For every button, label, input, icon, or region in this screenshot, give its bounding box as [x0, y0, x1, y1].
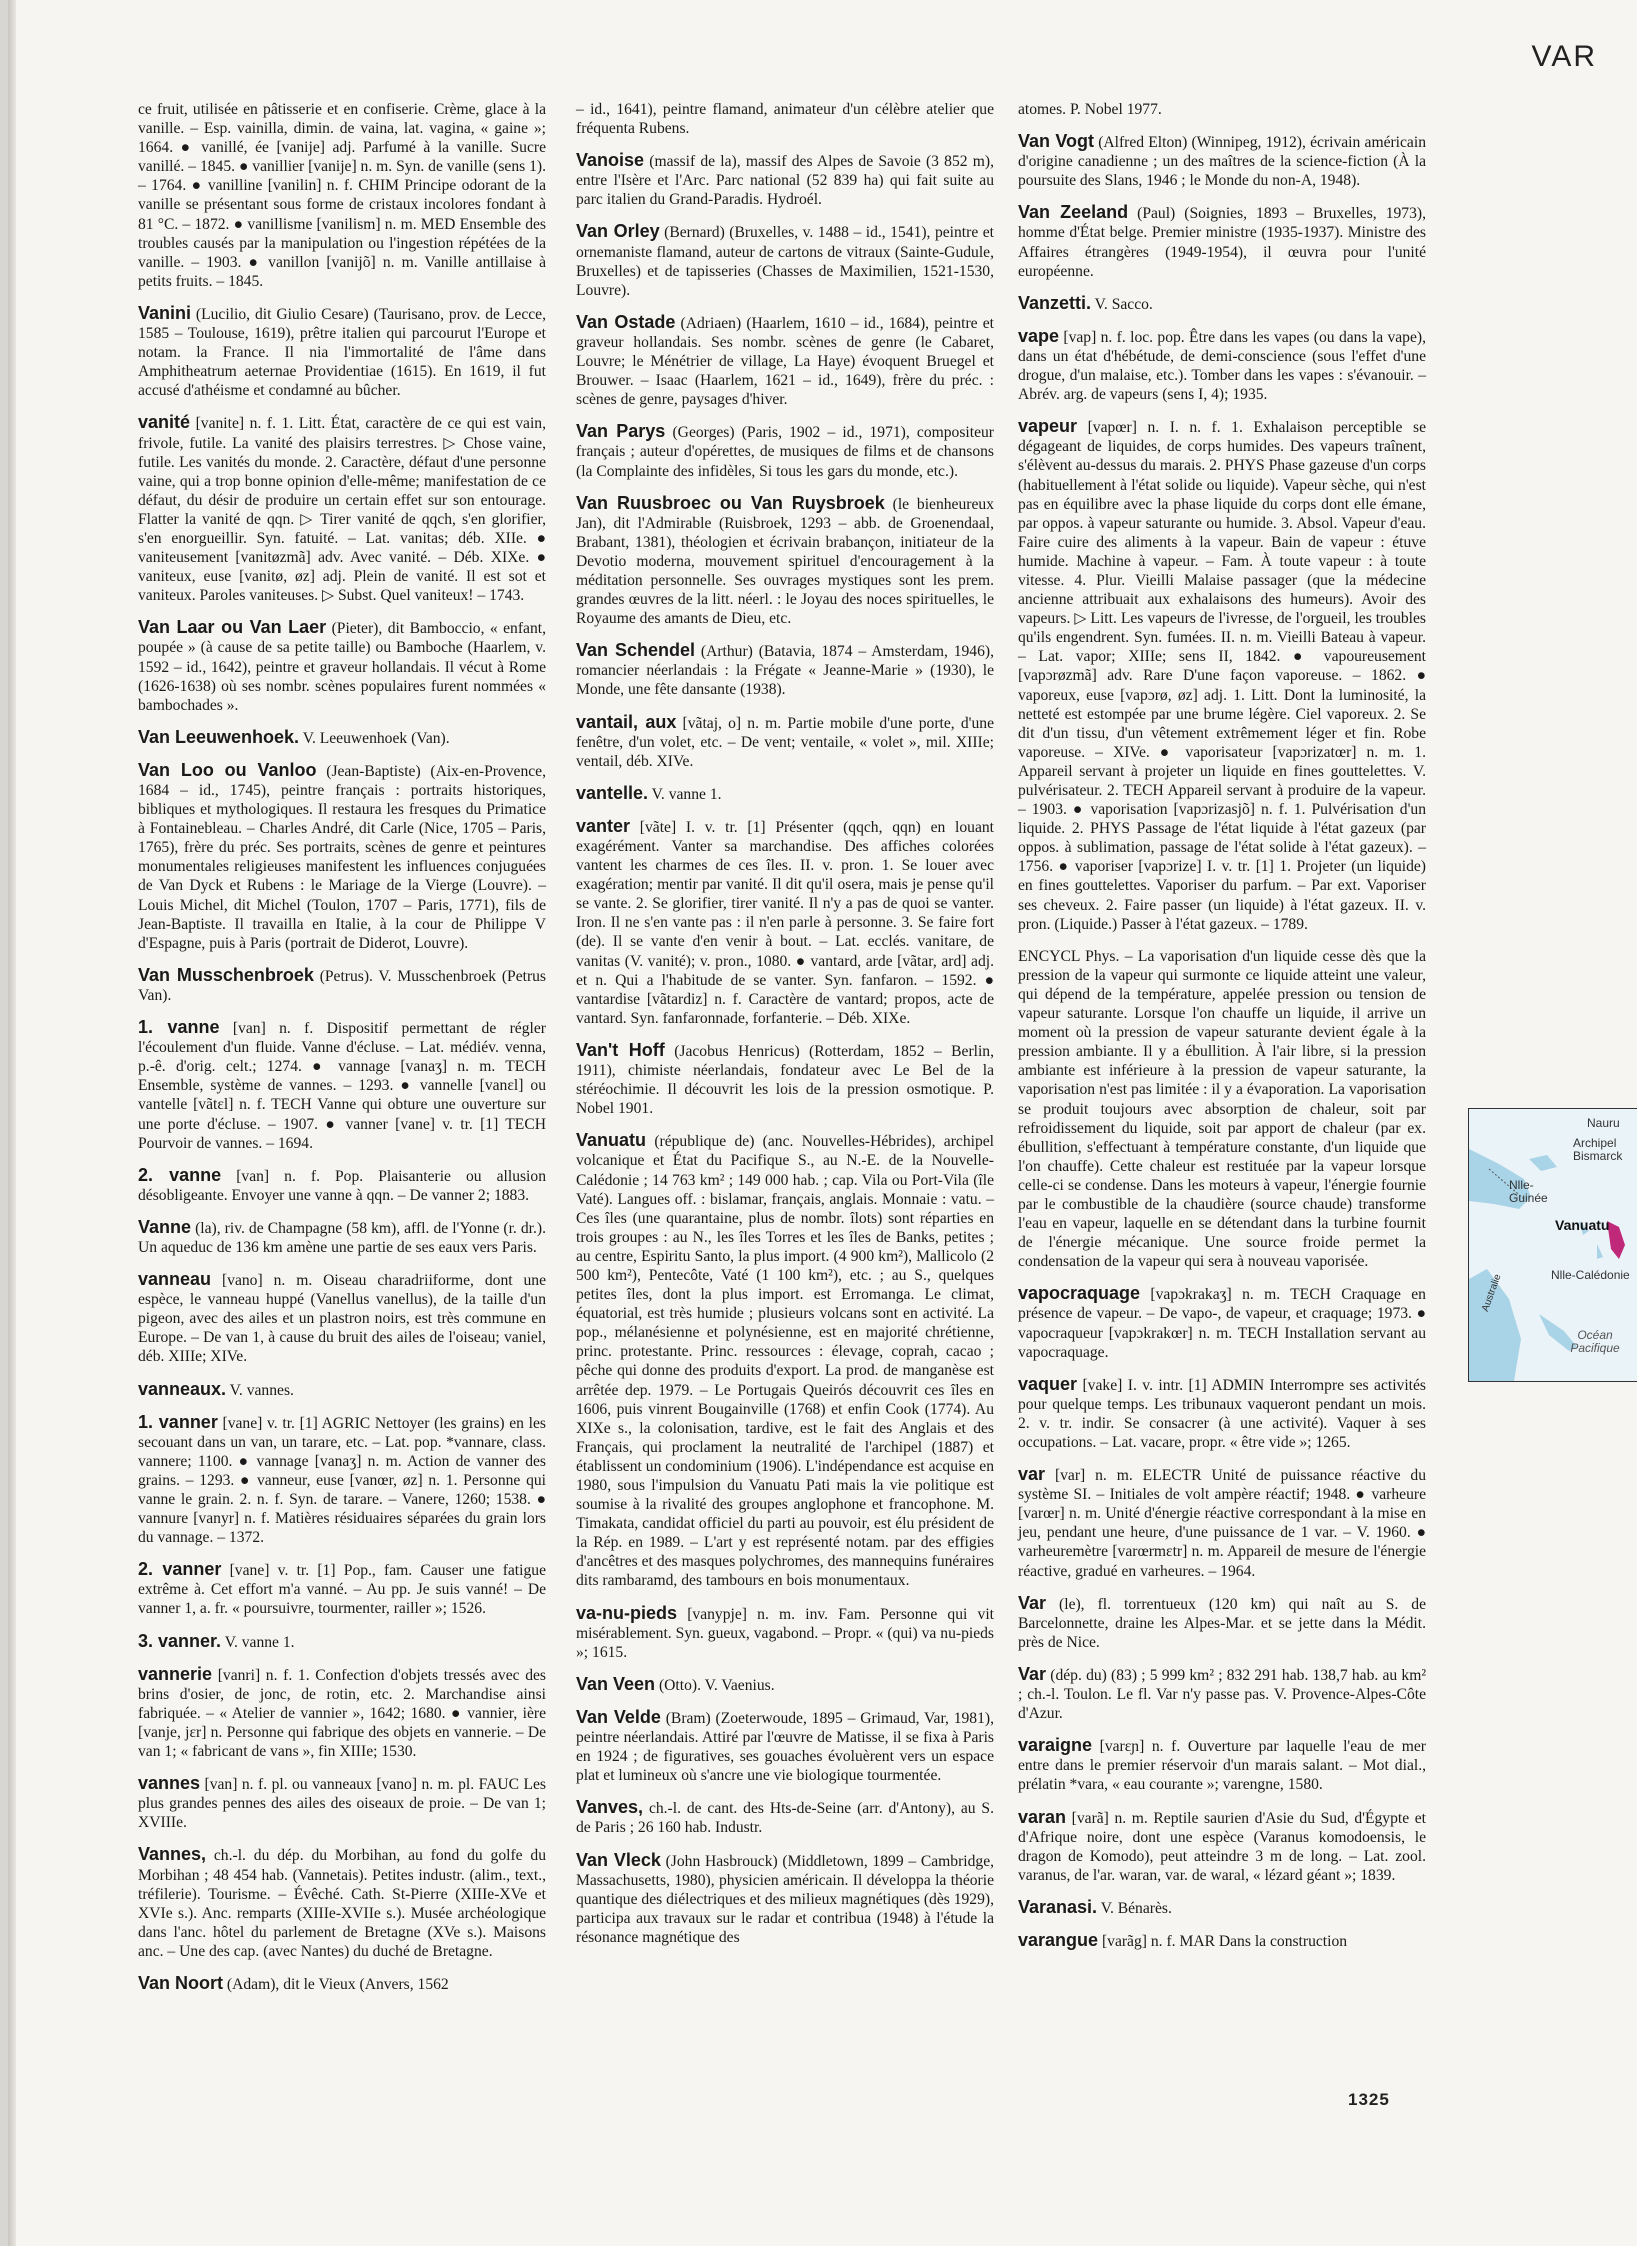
entry-body: (Adam), dit le Vieux (Anvers, 1562 — [226, 1975, 449, 1993]
column-1 — [138, 100, 546, 2007]
dictionary-entry — [1018, 132, 1426, 190]
entry-body: (Pieter), dit Bamboccio, « enfant, poupée » (à cause de sa petite taille) ou Bamboche (Haarlem, v. 1592 – id., 1642), peintre et graveur hollandais. Il vécut à Rome (1626-1638) où ses nombr. scènes populaires furent nommées « bambochades ». — [138, 620, 546, 714]
entry-headword: Van Zeeland — [1018, 202, 1129, 223]
entry-headword: vanneau — [138, 1269, 212, 1290]
dictionary-entry — [1018, 294, 1426, 314]
entry-headword: Vanne — [138, 1216, 192, 1237]
dictionary-entry — [576, 222, 994, 299]
dictionary-entry — [138, 1218, 546, 1257]
entry-body: [vanite] n. f. 1. Litt. État, caractère de ce qui est vain, frivole, futile. La vanité des plaisirs terrestres. ▷ Chose vaine, futile. Les vanités du monde. 2. Caractère, défaut d'une personne vaine, qui a trop bonne opinion d'elle-même; manifestation de ce défaut, du désir de produire un certain effet sur son entourage. Flatter la vanité de qqn. ▷ Tirer vanité de qqch, s'en glorifier, s'en enorgueillir. Syn. fatuité. – Lat. vanitas; déb. XIIe. ● vaniteusement [vanitøzmã] adv. Avec vanité. – Déb. XIXe. ● vaniteux, euse [vanitø, øz] adj. Plein de vanité. Il est sot et vaniteux. Paroles vaniteuses. ▷ Subst. Quel vaniteux! – 1743. — [138, 415, 546, 605]
dictionary-entry — [576, 817, 994, 1028]
dictionary-entry — [138, 1665, 546, 1761]
entry-headword: var — [1018, 1464, 1046, 1485]
entry-body: [vanypje] n. m. inv. Fam. Personne qui vit misérablement. Syn. gueux, vagabond. – Propr. « (qui) va nu-pieds »; 1615. — [576, 1605, 995, 1661]
entry-headword: va-nu-pieds — [576, 1602, 678, 1623]
dictionary-entry — [576, 1708, 994, 1785]
entry-headword: Van Vleck — [576, 1849, 661, 1870]
dictionary-entry — [576, 1131, 994, 1590]
entry-body: V. vanne 1. — [651, 785, 722, 803]
dictionary-entry — [576, 494, 994, 629]
entry-headword: Van Noort — [138, 1972, 224, 1993]
entry-body: [van] n. f. Pop. Plaisanterie ou allusion désobligeante. Envoyer une vanne à qqn. – De vanner 2; 1883. — [138, 1167, 546, 1204]
entry-body: V. Leeuwenhoek (Van). — [302, 729, 450, 747]
entry-body: (Lucilio, dit Giulio Cesare) (Taurisano, prov. de Lecce, 1585 – Toulouse, 1619), prêtre italien qui parcourut l'Europe et notam. la France. Il nia l'immortalité de l'âme dans Amphitheatrum aeternae Providentiae (1615). En 1619, il fut accusé d'athéisme et condamné au bûcher. — [138, 305, 546, 400]
entry-headword: vannes — [138, 1773, 201, 1794]
entry-body: [varã] n. m. Reptile saurien d'Asie du Sud, d'Égypte et d'Afrique noire, dont une espèce (Varanus komodoensis, le dragon de Komodo), peut atteindre 3 m de long. – Lat. zool. varanus, de l'ar. waran, var. de waral, « lézard géant »; 1839. — [1018, 1809, 1427, 1884]
dictionary-entry — [1018, 100, 1426, 119]
dictionary-entry — [138, 1974, 546, 1994]
entry-body: [varɛɲ] n. f. Ouverture par laquelle l'eau de mer entre dans le premier réservoir d'un marais salant. – Mot dial., prélatin *vara, « eau courante »; varengne, 1580. — [1018, 1738, 1426, 1794]
entry-headword: Vanoise — [576, 150, 645, 171]
entry-headword: Van Ruusbroec ou Van Ruysbroek — [576, 492, 885, 513]
entry-body: (Otto). V. Vaenius. — [658, 1676, 775, 1694]
entry-headword: varangue — [1018, 1929, 1099, 1950]
dictionary-entry — [138, 618, 546, 714]
entry-headword: Vanuatu — [576, 1130, 647, 1151]
entry-headword: Van Parys — [576, 421, 666, 442]
entry-body: [vano] n. m. Oiseau charadriiforme, dont une espèce, le vanneau huppé (Vanellus vanellus), de la taille d'un pigeon, avec des ailes et un plastron noirs, est très commune en Europe. – De van 1, à cause du bruit des ailes de l'oiseau; vaniel, déb. XIIIe; XIVe. — [138, 1272, 547, 1366]
dictionary-entry — [576, 1798, 994, 1837]
dictionary-entry — [576, 784, 994, 804]
page-number: 1325 — [1348, 2090, 1390, 2109]
entry-headword: varan — [1018, 1806, 1067, 1827]
map-label-ocean: Océan Pacifique — [1570, 1328, 1620, 1355]
entry-body: [vap] n. f. loc. pop. Être dans les vapes (ou dans la vape), dans un état d'hébétude, de demi-conscience (sous l'effet d'une drogue, d'un malaise, etc.). Tomber dans les vapes : s'évanouir. – Abrév. arg. de vapeurs (sens I, 4); 1935. — [1018, 328, 1426, 404]
entry-body: [van] n. f. pl. ou vanneaux [vano] n. m. pl. FAUC Les plus grandes pennes des ailes des oiseaux de proie. – De van 1; XVIIIe. — [138, 1776, 547, 1832]
entry-body: (Bram) (Zoeterwoude, 1895 – Grimaud, Var, 1981), peintre néerlandais. Attiré par l'œuvre de Matisse, il se fixa à Paris en 1924 ; de figuratives, ses gouaches évoluèrent vers un espace plat et lumineux où s'ancre une vie biologique tourmentée. — [576, 1709, 994, 1785]
entry-body: [vapœr] n. I. n. f. 1. Exhalaison perceptible se dégageant de liquides, de corps humides. Des vapeurs traînent, s'élèvent au-dessus du marais. 2. PHYS Phase gazeuse d'un corps (habituellement à l'état solide ou liquide). Vapeur sèche, qui n'est pas en équilibre avec la phase liquide du corps dont elle émane, par oppos. à vapeur saturante ou humide. 3. Absol. Vapeur d'eau. Faire cuire des aliments à la vapeur. Bain de vapeur : étuve humide. Machine à vapeur. – Fam. À toute vapeur : à toute vitesse. 4. Plur. Vieilli Malaise passager (que la médecine ancienne attribuait aux exhalaisons des humeurs). Avoir des vapeurs. ▷ Litt. Les vapeurs de l'ivresse, de l'orgueil, les troubles qu'ils engendrent. Syn. fumées. II. n. m. Vieilli Bateau à vapeur. – Lat. vapor; XIIIe; sens II, 1842. ● vapoureusement [vapɔrøzmã] adv. Rare D'une façon vaporeuse. – 1862. ● vaporeux, euse [vapɔrø, øz] adj. 1. Litt. Dont la luminosité, la netteté est estompée par une brume légère. Ciel vaporeux. 2. Se dit d'un tissu, d'un vêtement extrêmement léger et fin. Robe vaporeuse. – XIVe. ● vaporisateur [vapɔrizatœr] n. m. 1. Appareil servant à projeter un liquide en fines gouttelettes. V. pulvérisateur. 2. TECH Appareil servant à produire de la vapeur. – 1903. ● vaporisation [vapɔrizasjõ] n. f. 1. Pulvérisation d'un liquide. 2. PHYS Passage de l'état liquide à l'état gazeux (par oppos. à sublimation, passage de l'état solide à l'état gazeux). – 1756. ● vaporiser [vapɔrize] I. v. tr. [1] 1. Projeter (un liquide) en fines gouttelettes. Vaporiser du parfum. – Par ext. Vaporiser ses cheveux. 2. Faire passer (un liquide) à l'état gazeux. II. v. pron. (Liquide.) Passer à l'état gazeux. – 1789. — [1018, 419, 1427, 933]
entry-headword: Van Orley — [576, 221, 660, 242]
dictionary-entry — [1018, 1931, 1426, 1951]
entry-body: ce fruit, utilisée en pâtisserie et en confiserie. Crème, glace à la vanille. – Esp. vainilla, dimin. de vaina, lat. vagina, « gaine »; 1664. ● vanillé, ée [vanije] adj. Parfumé à la vanille. Sucre vanillé. – 1845. ● vanillier [vanije] n. m. Syn. de vanille (sens 1). – 1764. ● vanilline [vanilin] n. f. CHIM Principe odorant de la vanille se présentant sous forme de cristaux incolores fondant à 81 °C. – 1872. ● vanillisme [vanilism] n. m. MED Ensemble des troubles causés par la manipulation ou l'ingestion répétées de la vanille. – 1903. ● vanillon [vanijõ] n. m. Vanille antillaise à petits fruits. – 1845. — [138, 101, 546, 290]
entry-headword: Van't Hoff — [576, 1039, 665, 1060]
entry-headword: vape — [1018, 325, 1060, 346]
entry-headword: Vanves, — [576, 1797, 644, 1818]
dictionary-entry — [138, 1774, 546, 1832]
map-label-bismarck: Archipel Bismarck — [1573, 1136, 1623, 1163]
entry-body: [vãte] I. v. tr. [1] Présenter (qqch, qqn) en louant exagérément. Vanter sa marchandise. Des affiches colorées vantent les charmes de ces îles. II. v. pron. 1. Se louer avec exagération; mentir par vanité. Il dit qu'il osera, mais je pense qu'il se vante. 2. Se glorifier, tirer vanité. Il n'y a pas de quoi se vanter. Iron. Il ne s'en vante pas : il n'en parle à personne. 3. Se faire fort (de). Il se vante d'en venir à bout. – Lat. ecclés. vanitare, de vanitas (V. vanité); v. pron., 1080. ● vantard, arde [vãtar, ard] adj. et n. Qui a l'habitude de se vanter. Syn. fanfaron. – 1592. ● vantardise [vãtardiz] n. f. Caractère de vantard; propos, acte de vantard. Syn. fanfaronnade, forfanterie. – Déb. XIXe. — [576, 818, 994, 1027]
page-edge — [8, 0, 16, 2246]
entry-headword: Van Loo ou Vanloo — [138, 759, 317, 780]
dictionary-entry — [138, 1413, 546, 1548]
entry-headword: Var — [1018, 1663, 1047, 1684]
entry-body: (Alfred Elton) (Winnipeg, 1912), écrivain américain d'origine canadienne ; un des maîtres de la science-fiction (À la poursuite des Slans, 1946 ; le Monde du non-A, 1948). — [1018, 134, 1426, 190]
dictionary-entry — [1018, 1594, 1426, 1652]
entry-headword: Vanzetti. — [1018, 292, 1092, 313]
dictionary-entry — [576, 1851, 994, 1947]
entry-body: [van] n. f. Dispositif permettant de régler l'écoulement d'un fluide. Vanne d'écluse. – Lat. médiév. venna, p.-ê. d'orig. celt.; 1274. ● vannage [vanaʒ] n. m. TECH Ensemble, système de vannes. – 1293. ● vannelle [vanɛl] ou vantelle [vãtɛl] n. f. TECH Vanne qui obture une ouverture sur une porte d'écluse. – 1907. ● vanner [vane] v. tr. [1] TECH Pourvoir de vannes. – 1694. — [138, 1020, 546, 1152]
entry-headword: vanité — [138, 412, 191, 433]
entry-headword: 2. vanner — [138, 1559, 222, 1580]
entry-body: (le bienheureux Jan), dit l'Admirable (Ruisbroek, 1293 – abb. de Groenendaal, Brabant, 1381), théologien et écrivain brabançon, initiateur de la Devotio moderna, mouvement spirituel d'encouragement à la méditation personnelle. Ses ouvrages mystiques sont les prem. grandes œuvres de la litt. néerl. : le Joyau des noces spirituelles, le Royaume des amants de Dieu, etc. — [576, 495, 994, 628]
dictionary-entry — [576, 713, 994, 771]
dictionary-entry — [138, 413, 546, 605]
dictionary-entry — [138, 1018, 546, 1153]
entry-body: V. Bénarès. — [1100, 1899, 1172, 1917]
entry-headword: Vanini — [138, 302, 192, 323]
entry-headword: 1. vanner — [138, 1411, 218, 1432]
entry-body: (Adriaen) (Haarlem, 1610 – id., 1684), peintre et graveur hollandais. Ses nombr. scènes de genre (le Cabaret, Louvre; le Ménétrier de village, La Haye) évoquent Bruegel et Brouwer. – Isaac (Haarlem, 1621 – id., 1649), frère du préc. : scènes de genre, paysages d'hiver. — [576, 314, 995, 409]
running-head: VAR — [1531, 40, 1597, 73]
dictionary-entry — [138, 761, 546, 953]
dictionary-page — [8, 0, 1637, 2246]
column-3 — [1018, 100, 1426, 1964]
dictionary-entry — [1018, 1465, 1426, 1581]
entry-body: ENCYCL Phys. – La vaporisation d'un liquide cesse dès que la pression de la vapeur qui surmonte ce liquide atteint une valeur, qui dépend de la température, appelée pression ou tension de vapeur saturante. Lorsque l'on chauffe un liquide, il arrive un moment où la pression de vapeur saturante devient égale à la pression ambiante. Il y a ébullition. À l'air libre, si la pression ambiante est inférieure à la pression de vapeur saturante, la vaporisation n'est pas limitée : il y a évaporation. La vaporisation se produit toujours avec absorption de chaleur, soit par refroidissement du liquide, soit par apport de chaleur (par ex. ébullition, s'effectuant à température constante, d'un liquide que l'on chauffe). Cette chaleur est restituée par la vapeur lorsque celle-ci se condense. Dans les moteurs à vapeur, l'énergie fournie par le combustible de la chaudière (source chaude) transforme l'eau en vapeur, laquelle en se détendant dans la turbine fournit de l'énergie mécanique. Une source froide permet la condensation de la vapeur qui sera à nouveau vaporisée. — [1018, 947, 1426, 1271]
dictionary-entry — [1018, 203, 1426, 280]
dictionary-entry — [1018, 1808, 1426, 1885]
entry-body: (république de) (anc. Nouvelles-Hébrides), archipel volcanique et État du Pacifique S., au N.-E. de la Nouvelle-Calédonie ; 14 763 km² ; 149 000 hab. ; cap. Vila ou Port-Vila (île Vaté). Langues off. : bislamar, français, anglais. Monnaie : vatu. – Ces îles (une quarantaine, plus de nombr. îlots) sont réparties en trois groupes : au N., les îles Torres et les îles de Banks, petites ; au centre, Espiritu Santo, la plus import. (4 900 km²), Mallicolo (2 500 km²), Pentecôte, Vaté (1 100 km²), etc. ; au S., quelques petites îles, dont la plus import. est Erromanga. Le climat, équatorial, est très humide ; plusieurs volcans sont en activité. La pop., mélanésienne et polynésienne, est en majorité chrétienne, princ. protestante. Princ. ressources : élevage, coprah, cacao ; pêche qui donne des produits d'export. La prod. de manganèse est arrêtée dep. 1979. – Le Portugais Queirós découvrit ces îles en 1606, puis vinrent Bougainville (1768) et enfin Cook (1774). Au XIXe s., la colonisation, tardive, est le fait des Anglais et des Français, qui proclament la neutralité de l'archipel (1887) et établissent un condominium (1906). L'indépendance est acquise en 1980, sous l'impulsion du Vanuatu Pati mais la vie politique est soumise à la rivalité des groupes anglophone et francophone. M. Timakata, candidat officiel du parti au pouvoir, est élu président de la Rép. en 1989. – L'art y est représenté notam. par des effigies d'ancêtres et des masques polychromes, des mannequins funéraires dits rambaramd, des tambours en bois monumentaux. — [576, 1133, 994, 1590]
entry-headword: 2. vanne — [138, 1164, 222, 1185]
entry-headword: varaigne — [1018, 1735, 1093, 1756]
map-label-vanuatu: Vanuatu — [1555, 1217, 1610, 1233]
entry-headword: Varanasi. — [1018, 1896, 1098, 1917]
entry-headword: 3. vanner. — [138, 1630, 222, 1651]
dictionary-entry — [1018, 1284, 1426, 1361]
entry-headword: 1. vanne — [138, 1017, 220, 1038]
entry-body: ch.-l. du dép. du Morbihan, au fond du golfe du Morbihan ; 48 454 hab. (Vannetais). Petites industr. (alim., text., tréfilerie). Tourisme. – Évêché. Cath. St-Pierre (XIIIe-XVe et XVIe s.). Anc. remparts (XIIIe-XVIIe s.). Musée archéologique dans l'anc. hôtel du parlement de Bretagne (XVe s.). Maisons anc. – Une des cap. (avec Nantes) du duché de Bretagne. — [138, 1847, 546, 1960]
map-label-guinee: Nlle-Guinée — [1509, 1178, 1548, 1205]
entry-headword: Van Vogt — [1018, 131, 1094, 152]
entry-body: (la), riv. de Champagne (58 km), affl. de l'Yonne (r. dr.). Un aqueduc de 136 km amène une partie de ses eaux vers Paris. — [138, 1219, 547, 1256]
dictionary-entry — [1018, 417, 1426, 934]
entry-body: ch.-l. de cant. des Hts-de-Seine (arr. d'Antony), au S. de Paris ; 26 160 hab. Industr. — [576, 1800, 994, 1837]
dictionary-entry — [138, 1560, 546, 1618]
entry-body: (Georges) (Paris, 1902 – id., 1971), compositeur français ; auteur d'opérettes, de musiques de films et de chansons (la Complainte des infidèles, Si tous les gars du monde, etc.). — [576, 424, 995, 480]
entry-body: (le), fl. torrentueux (120 km) qui naît au S. de Barcelonnette, draine les Alpes-Mar. et se jette dans la Médit. près de Nice. — [1018, 1595, 1426, 1651]
entry-headword: Van Velde — [576, 1706, 661, 1727]
dictionary-entry — [576, 313, 994, 409]
entry-body: (massif de la), massif des Alpes de Savoie (3 852 m), entre l'Isère et l'Arc. Parc national (52 839 ha) qui fait suite au parc italien du Grand-Paradis. Hydroél. — [576, 153, 994, 209]
dictionary-entry — [138, 1270, 546, 1366]
dictionary-entry — [138, 304, 546, 400]
entry-body: (Paul) (Soignies, 1893 – Bruxelles, 1973), homme d'État belge. Premier ministre (1935-1937). Ministre des Affaires étrangères (1949-1954), il œuvra pour l'unité européenne. — [1018, 205, 1426, 280]
dictionary-entry — [1018, 1375, 1426, 1452]
dictionary-entry — [1018, 947, 1426, 1272]
entry-headword: vantelle. — [576, 782, 649, 803]
entry-body: (Jean-Baptiste) (Aix-en-Provence, 1684 – id., 1745), peintre français : portraits historiques, bibliques et mythologiques. Il restaura les fresques du Primatice à Fontainebleau. – Charles André, dit Carle (Nice, 1705 – Paris, 1765), frère du préc. Ses portraits, scènes de genre et peintures monumentales religieuses manifestent les influences conjuguées de Van Dyck et Rubens : le Mariage de la Vierge (Louvre). – Louis Michel, dit Michel (Toulon, 1707 – Paris, 1771), fils de Jean-Baptiste. Il travailla en Italie, à la cour de Philippe V d'Espagne, puis à Paris (portrait de Diderot, Louvre). — [138, 762, 546, 952]
entry-headword: vapeur — [1018, 416, 1078, 437]
entry-body: [vake] I. v. intr. [1] ADMIN Interrompre ses activités pour quelque temps. Les tribunaux vaqueront pendant un mois. 2. v. tr. indir. Se consacrer (à une activité). Vaquer à ses occupations. – Lat. vacare, propr. « être vide »; 1265. — [1018, 1376, 1426, 1451]
entry-headword: vapocraquage — [1018, 1283, 1141, 1304]
dictionary-entry — [138, 728, 546, 748]
dictionary-entry — [1018, 1898, 1426, 1918]
vanuatu-map — [1468, 1108, 1637, 1382]
entry-headword: Van Leeuwenhoek. — [138, 726, 300, 747]
dictionary-entry — [576, 1675, 994, 1695]
dictionary-entry — [576, 1604, 994, 1662]
dictionary-entry — [576, 151, 994, 209]
dictionary-entry — [138, 1166, 546, 1205]
entry-headword: vannerie — [138, 1663, 213, 1684]
entry-body: (John Hasbrouck) (Middletown, 1899 – Cambridge, Massachusetts, 1980), physicien américain. Il développa la théorie quantique des diélectriques et des milieux magnétiques (dès 1929), participa aux travaux sur le radar et contribua (1948) à l'étude la résonance magnétique des — [576, 1852, 995, 1946]
entry-headword: Van Schendel — [576, 640, 696, 661]
entry-headword: Van Ostade — [576, 311, 676, 332]
entry-body: V. Sacco. — [1094, 295, 1153, 313]
entry-headword: Var — [1018, 1592, 1047, 1613]
dictionary-entry — [138, 1632, 546, 1652]
entry-body: [var] n. m. ELECTR Unité de puissance réactive du système SI. – Initiales de volt ampère réactif; 1948. ● varheure [varœr] n. m. Unité d'énergie réactive correspondant à la mise en jeu, pendant une heure, d'une puissance de 1 var. – V. 1960. ● varheuremètre [varœrmɛtr] n. m. Appareil de mesure de l'énergie réactive, gradué en varheures. – 1964. — [1018, 1467, 1426, 1580]
dictionary-entry — [138, 100, 546, 291]
map-label-australie: Australie — [1479, 1272, 1504, 1314]
entry-body: [vãtaj, o] n. m. Partie mobile d'une porte, d'une fenêtre, d'un volet, etc. – De vent; ventaile, « volet », mil. XIIIe; ventail, déb. XIVe. — [576, 714, 994, 770]
entry-headword: Van Musschenbroek — [138, 964, 314, 985]
entry-body: (Petrus). V. Musschenbroek (Petrus Van). — [138, 967, 547, 1004]
dictionary-entry — [138, 966, 546, 1005]
dictionary-entry — [576, 1041, 994, 1118]
dictionary-entry — [1018, 327, 1426, 404]
dictionary-entry — [138, 1845, 546, 1961]
dictionary-entry — [576, 100, 994, 138]
entry-body: V. vanne 1. — [224, 1633, 295, 1651]
entry-body: V. vannes. — [229, 1381, 294, 1399]
entry-body: atomes. P. Nobel 1977. — [1018, 101, 1162, 118]
map-label-nauru: Nauru — [1587, 1116, 1620, 1130]
entry-headword: vanneaux. — [138, 1378, 227, 1399]
entry-body: [vapɔkrakaʒ] n. m. TECH Craquage en présence de vapeur. – De vapo-, de vapeur, et craquage; 1973. ● vapocraqueur [vapɔkrakœr] n. m. TECH Installation servant au vapocraquage. — [1018, 1286, 1426, 1361]
entry-body: [varãg] n. f. MAR Dans la construction — [1101, 1932, 1348, 1950]
entry-headword: vanter — [576, 815, 631, 836]
entry-body: [vane] v. tr. [1] AGRIC Nettoyer (les grains) en les secouant dans un van, un tarare, etc. – Lat. pop. *vannare, class. vannere; 1100. ● vannage [vanaʒ] n. m. Action de vanner des grains. – 1293. ● vanneur, euse [vanœr, øz] n. 1. Personne qui vanne le grain. 2. n. f. Syn. de tarare. – Vanere, 1260; 1538. ● vannure [vanyr] n. f. Matières résiduaires séparées du grain lors du vannage. – 1372. — [138, 1414, 546, 1547]
dictionary-entry — [576, 422, 994, 480]
dictionary-entry — [1018, 1665, 1426, 1723]
entry-headword: Vannes, — [138, 1844, 207, 1865]
dictionary-entry — [576, 641, 994, 699]
dictionary-entry — [138, 1380, 546, 1400]
dictionary-entry — [1018, 1736, 1426, 1794]
column-2 — [576, 100, 994, 1960]
entry-headword: Van Veen — [576, 1673, 656, 1694]
map-label-caledonie: Nlle-Calédonie — [1551, 1268, 1630, 1282]
entry-body: – id., 1641), peintre flamand, animateur d'un célèbre atelier que fréquenta Rubens. — [576, 101, 994, 138]
entry-headword: Van Laar ou Van Laer — [138, 617, 327, 638]
entry-body: (dép. du) (83) ; 5 999 km² ; 832 291 hab. 138,7 hab. au km² ; ch.-l. Toulon. Le fl. Var n'y passe pas. V. Provence-Alpes-Côte d'Azur. — [1018, 1666, 1426, 1723]
entry-headword: vaquer — [1018, 1373, 1078, 1394]
entry-body: [vanri] n. f. 1. Confection d'objets tressés avec des brins d'osier, de jonc, de rotin, etc. 2. Marchandise ainsi fabriquée. – « Atelier de vannier », 1642; 1680. ● vannier, ière [vanje, jɛr] n. Personne qui fabrique des objets en vannerie. – De van 1; « fabricant de vans », fin XIIIe; 1530. — [138, 1666, 546, 1761]
entry-body: [vane] v. tr. [1] Pop., fam. Causer une fatigue extrême à. Cet effort m'a vanné. – Au pp. Je suis vanné! – De vanner 1, a. fr. « poursuivre, tourmenter, railler »; 1526. — [138, 1562, 546, 1618]
entry-headword: vantail, aux — [576, 711, 677, 732]
entry-body: (Bernard) (Bruxelles, v. 1488 – id., 1541), peintre et ornemaniste flamand, auteur de cartons de vitraux (Sainte-Gudule, Bruxelles) et de tapisseries (Chasses de Maximilien, 1521-1530, Louvre). — [576, 224, 994, 299]
entry-body: (Jacobus Henricus) (Rotterdam, 1852 – Berlin, 1911), chimiste néerlandais, fondateur avec Le Bel de la stéréochimie. Il découvrit les lois de la pression osmotique. P. Nobel 1901. — [576, 1042, 994, 1118]
entry-body: (Arthur) (Batavia, 1874 – Amsterdam, 1946), romancier néerlandais : la Frégate « Jeanne-Marie » (1930), le Monde, une fête dansante (1938). — [576, 643, 994, 699]
